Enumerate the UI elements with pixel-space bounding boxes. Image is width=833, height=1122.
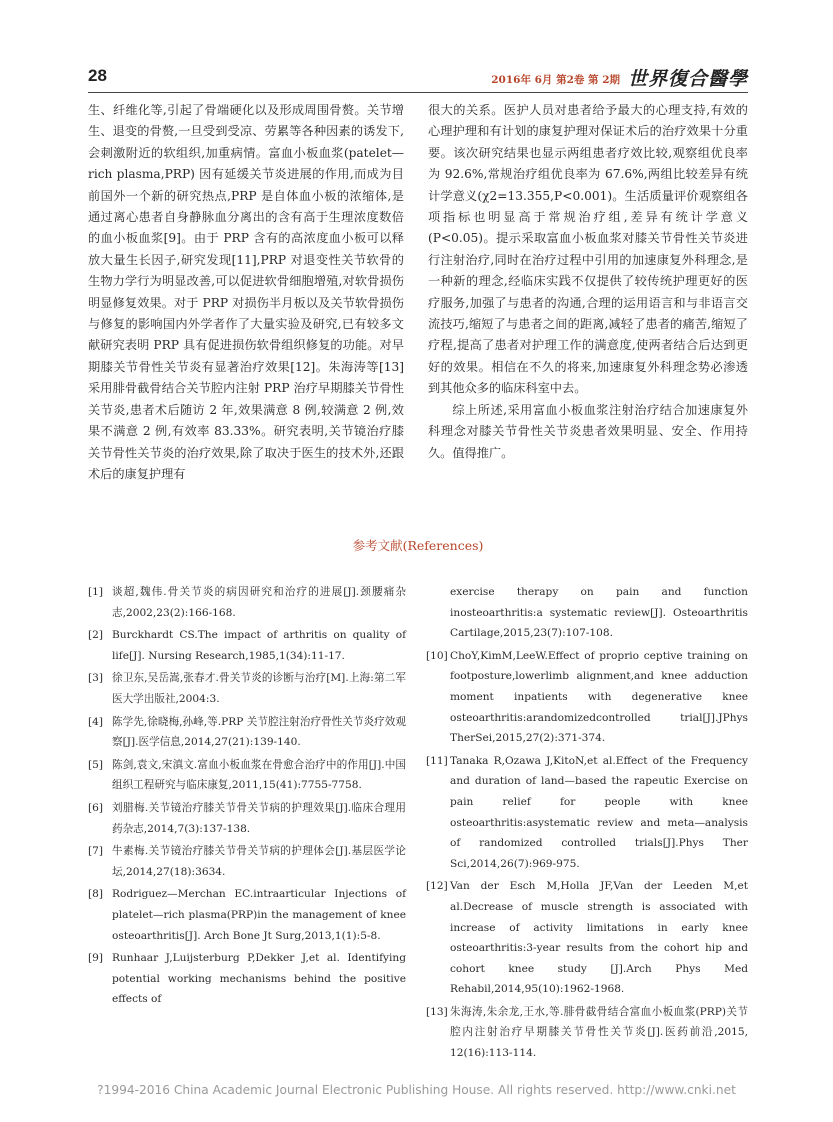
reference-item: [2] Burckhardt CS.The impact of arthritis on quality of life[J]. Nursing Research,1985,1(34):11-17. — [88, 629, 406, 662]
paragraph: 很大的关系。医护人员对患者给予最大的心理支持,有效的心理护理和有计划的康复护理对保证术后的治疗效果十分重要。该次研究结果也显示两组患者疗效比较,观察组优良率为 92.6%,常规治疗组优良率为 67.6%,两组比较差异有统计学意义(χ2=13.355,P<0.001)。生活质量评价观察组各项指标也明显高于常规治疗组,差异有统计学意义(P<0.05)。提示采取富血小板血浆对膝关节骨性关节炎进行注射治疗,同时在治疗过程中引用的加速康复外科理念,是一种新的理念,经临床实践不仅提供了较传统护理更好的医疗服务,加强了与患者的沟通,合理的运用语言和与非语言交流技巧,缩短了与患者之间的距离,减轻了患者的痛苦,缩短了疗程,提高了患者对护理工作的满意度,使两者结合后达到更好的效果。相信在不久的将来,加速康复外科理念势必渗透到其他众多的临床科室中去。 — [428, 103, 748, 396]
paragraph: 生、纤维化等,引起了骨端硬化以及形成周围骨赘。关节增生、退变的骨赘,一旦受到受凉、劳累等各种因素的诱发下,会刺激附近的软组织,加重病情。富血小板血浆(patelet—rich plasma,PRP) 因有延缓关节炎进展的作用,而成为目前国外一个新的研究热点,PRP 是自体血小板的浓缩体,是通过离心患者自身静脉血分离出的含有高于生理浓度数倍的血小板血浆[9]。由于 PRP 含有的高浓度血小板可以释放大量生长因子,研究发现[11],PRP 对退变性关节软骨的生物力学行为明显改善,可以促进软骨细胞增殖,对软骨损伤明显修复效果。对于 PRP 对损伤半月板以及关节软骨损伤与修复的影响国内外学者作了大量实验及研究,已有较多文献研究表明 PRP 具有促进损伤软骨组织修复的功能。对早期膝关节骨性关节炎有显著治疗效果[12]。朱海涛等[13]采用腓骨截骨结合关节腔内注射 PRP 治疗早期膝关节骨性关节炎,患者术后随访 2 年,效果满意 8 例,较满意 2 例,效果不满意 2 例,有效率 83.33%。研究表明,关节镜治疗膝关节骨性关节炎的治疗效果,除了取决于医生的技术外,还跟术后的康复护理有 — [88, 103, 404, 481]
reference-item: [6] 刘腊梅.关节镜治疗膝关节骨关节病的护理效果[J].临床合理用药杂志,2014,7(3):137-138. — [88, 801, 406, 835]
page-header — [88, 64, 748, 94]
reference-continuation: exercise therapy on pain and function inosteoarthritis:a systematic review[J]. Osteoarthritis Cartilage,2015,23(7):107-108. — [450, 586, 748, 640]
reference-item: [4] 陈学先,徐晓梅,孙峰,等.PRP 关节腔注射治疗骨性关节炎疗效观察[J].医学信息,2014,27(21):139-140. — [88, 715, 406, 749]
issue-info: 2016年 6月 第2卷 第 2期 — [491, 74, 620, 86]
reference-item: [1] 谈超,魏伟.骨关节炎的病因研究和治疗的进展[J].颈腰痛杂志,2002,23(2):166-168. — [88, 586, 406, 619]
journal-title: 世界復合醫學 — [627, 68, 748, 90]
references-heading: 参考文献(References) — [352, 538, 484, 553]
reference-item: [5] 陈剑,袁文,宋滇文.富血小板血浆在骨愈合治疗中的作用[J].中国组织工程研究与临床康复,2011,15(41):7755-7758. — [88, 758, 406, 792]
page-number: 28 — [88, 66, 107, 85]
copyright-footer: ?1994-2016 China Academic Journal Electronic Publishing House. All rights reserved. http://www.cnki.net — [97, 1083, 736, 1097]
references-left — [88, 582, 406, 1012]
reference-item: [3] 徐卫东,吴岳嵩,张春才.骨关节炎的诊断与治疗[M].上海:第二军医大学出版社,2004:3. — [88, 672, 406, 705]
reference-item: [9] Runhaar J,Luijsterburg P,Dekker J,et al. Identifying potential working mechanisms behind the positive effects of — [88, 952, 406, 1006]
reference-item: [11] Tanaka R,Ozawa J,KitoN,et al.Effect of the Frequency and duration of land—based the rapeutic Exercise on pain relief for people with knee osteoarthritis:asystematic review and meta—analysis of randomized controlled trials[J].Phys Ther Sci,2014,26(7):969-975. — [426, 754, 748, 870]
reference-item: [10] ChoY,KimM,LeeW.Effect of proprio ceptive training on footposture,lowerlimb alignment,and knee adduction moment inpatients with degenerative knee osteoarthritis:arandomizedcontrolled trial[J].JPhys TherSei,2015,27(2):371-374. — [426, 649, 748, 745]
conclusion-paragraph: 综上所述,采用富血小板血浆注射治疗结合加速康复外科理念对膝关节骨性关节炎患者效果明显、安全、作用持久。值得推广。 — [428, 402, 748, 460]
reference-item: [8] Rodriguez—Merchan EC.intraarticular Injections of platelet—rich plasma(PRP)in the management of knee osteoarthritis[J]. Arch Bone Jt Surg,2013,1(1):5-8. — [88, 888, 406, 942]
reference-item: [7] 牛素梅.关节镜治疗膝关节骨关节病的护理体会[J].基层医学论坛,2014,27(18):3634. — [88, 845, 406, 878]
right-column — [428, 100, 748, 464]
left-column — [88, 100, 404, 485]
reference-item: [12] Van der Esch M,Holla JF,Van der Leeden M,et al.Decrease of muscle strength is associated with increase of activity limitations in early knee osteoarthritis:3-year results from the cohort hip and cohort knee study [J].Arch Phys Med Rehabil,2014,95(10):1962-1968. — [426, 880, 748, 996]
references-right — [426, 582, 748, 1066]
reference-item: [13] 朱海涛,朱余龙,王水,等.腓骨截骨结合富血小板血浆(PRP)关节腔内注射治疗早期膝关节骨性关节炎[J].医药前沿,2015, 12(16):113-114. — [426, 1005, 748, 1060]
header-rule — [88, 92, 748, 93]
